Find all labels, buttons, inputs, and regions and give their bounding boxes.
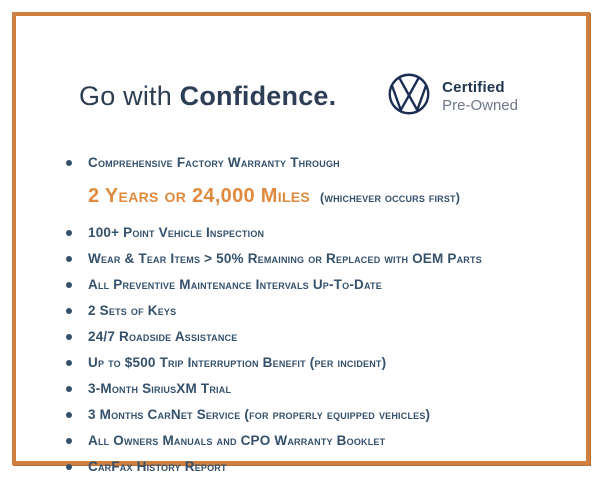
benefit-item-label: All Owners Manuals and CPO Warranty Booklet — [88, 433, 386, 448]
bullet-icon — [66, 464, 72, 470]
title-bold: Confidence. — [179, 81, 337, 111]
flyer-content — [32, 32, 570, 474]
badge-text — [442, 79, 518, 115]
bullet-icon — [66, 386, 72, 392]
benefit-item — [64, 381, 570, 397]
orange-border-frame — [12, 12, 590, 474]
benefit-item — [64, 225, 570, 241]
benefit-item — [64, 407, 570, 423]
benefit-item — [64, 433, 570, 449]
warranty-highlight: 2 Years or 24,000 Miles — [88, 185, 311, 207]
benefit-item — [64, 459, 570, 475]
warranty-qualifier: (whichever occurs first) — [320, 191, 461, 205]
warranty-lead: Comprehensive Factory Warranty Through — [88, 155, 340, 170]
bullet-icon — [66, 438, 72, 444]
benefits-list-items — [64, 225, 570, 475]
benefit-item — [64, 355, 570, 371]
benefit-item-label: 24/7 Roadside Assistance — [88, 329, 238, 344]
benefit-item-label: 3 Months CarNet Service (for properly equipped vehicles) — [88, 407, 431, 422]
page-title — [79, 81, 336, 112]
benefit-item-label: Up to $500 Trip Interruption Benefit (per incident) — [88, 355, 387, 370]
bullet-icon — [66, 160, 72, 166]
bullet-icon — [66, 282, 72, 288]
certified-label: Certified — [442, 78, 505, 96]
benefit-item-label: 2 Sets of Keys — [88, 303, 177, 318]
header — [79, 72, 518, 121]
benefit-item — [64, 303, 570, 319]
preowned-label: Pre-Owned — [442, 96, 518, 114]
benefit-item-label: CarFax History Report — [88, 459, 227, 474]
benefit-item — [64, 329, 570, 345]
warranty-highlight-line — [88, 183, 570, 211]
benefit-item-label: 100+ Point Vehicle Inspection — [88, 225, 265, 240]
bullet-icon — [66, 412, 72, 418]
bullet-icon — [66, 230, 72, 236]
benefit-item-label: Wear & Tear Items > 50% Remaining or Replaced with OEM Parts — [88, 251, 482, 266]
bullet-icon — [66, 256, 72, 262]
bullet-icon — [66, 334, 72, 340]
title-regular: Go with — [79, 81, 172, 111]
benefit-item-label: All Preventive Maintenance Intervals Up-To-Date — [88, 277, 382, 292]
bullet-icon — [66, 308, 72, 314]
bullet-icon — [66, 360, 72, 366]
benefit-item — [64, 277, 570, 293]
benefits-list — [64, 155, 570, 211]
benefit-item — [64, 251, 570, 267]
vw-roundel-icon — [387, 72, 431, 121]
vw-cpo-badge — [387, 72, 518, 121]
benefit-item-warranty — [64, 155, 570, 211]
benefit-item-label: 3-Month SiriusXM Trial — [88, 381, 232, 396]
